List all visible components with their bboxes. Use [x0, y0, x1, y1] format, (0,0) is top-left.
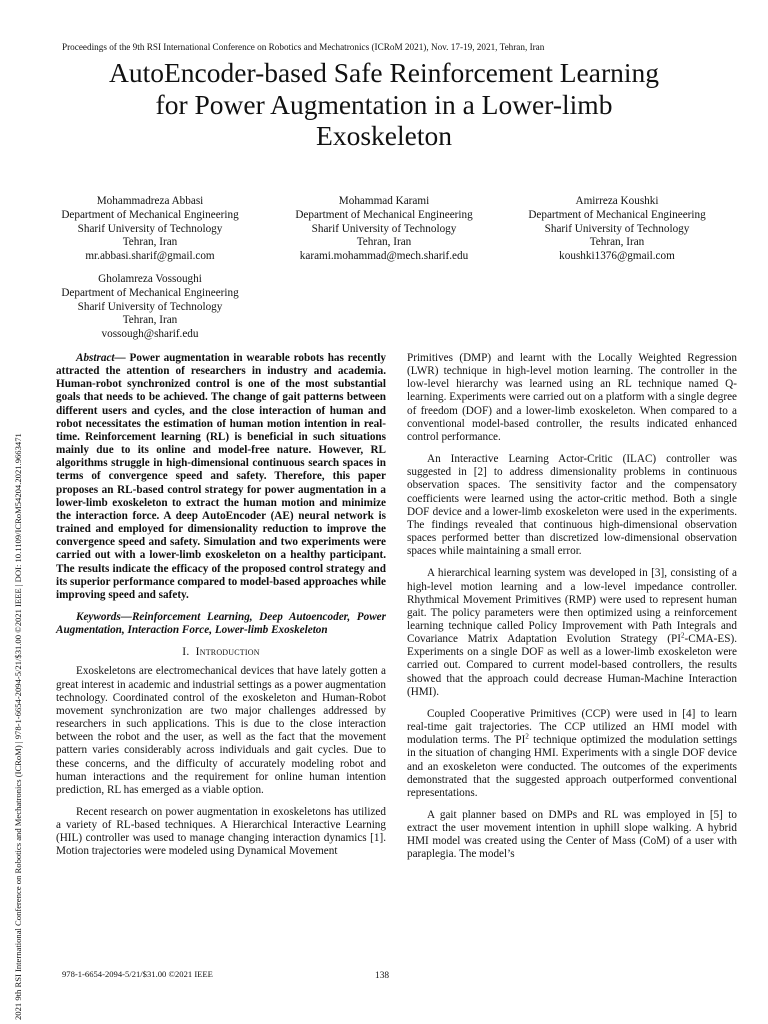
title-line: Exoskeleton — [316, 120, 452, 151]
doi-sidebar-text: 2021 9th RSI International Conference on Robotics and Mechatronics (ICRoM) | 978-1-6654-2094-5/21/$31.00 ©2021 IEEE | DOI: 10.1109/ICRoM54204.2021.9663471 — [13, 433, 23, 1020]
author-dept: Department of Mechanical Engineering — [295, 208, 473, 221]
keywords-text: Reinforcement Learning, Deep Autoencoder, Power Augmentation, Interaction Force, Lower-limb Exoskeleton — [56, 610, 386, 637]
keywords-label: Keywords— — [76, 610, 132, 623]
author-name: Amirreza Koushki — [575, 195, 659, 207]
author-block — [40, 195, 260, 264]
abstract-text: Power augmentation in wearable robots has recently attracted the attention of researchers in industry and academia. Human-robot synchronized control is one of the most substantial goals that needs to be achieved. The change of gait patterns between different users and cycles, and the close interaction of human and robot necessitates the estimation of human motion intention in real-time. Reinforcement learning (RL) is beneficial in such situations mainly due to its online and model-free nature. However, RL algorithms struggle in high-dimensional continuous search spaces in terms of convergence speed and safety. Therefore, this paper proposes an RL-based control strategy for power augmentation in a lower-limb exoskeleton to extract the human motion and minimize the interaction force. A deep AutoEncoder (AE) neural network is trained and employed for dimensionality reduction to improve the convergence speed and safety. Simulation and two experiments were carried out with a lower-limb exoskeleton on a healthy participant. The results indicate the efficacy of the proposed control strategy and its superior performance compared to model-based approaches while improving speed and safety. — [56, 352, 386, 601]
paragraph-text: Coupled Cooperative Primitives (CCP) were used in [4] to learn real-time gait trajectories. The CCP utilized an HMI model with modulation terms. The PI — [407, 707, 737, 747]
author-dept: Department of Mechanical Engineering — [61, 208, 239, 221]
superscript: 2 — [680, 631, 685, 640]
paragraph — [407, 567, 737, 699]
author-city: Tehran, Iran — [589, 236, 645, 249]
author-block — [272, 195, 496, 264]
author-univ: Sharif University of Technology — [77, 222, 223, 235]
paragraph: Exoskeletons are electromechanical devices that have lately gotten a great interest in academic and industrial settings as a power augmentation technology. Coordinated control of the exoskeleton and Human-Robot movement synchronization are two major challenges addressed by researchers in such applications. This is due to the close interaction between the robot and the user, as well as the fact that the movement pattern varies considerably across individuals and gait cycles. Due to these concerns, and the difficulty of accurately modeling robot and human interactions and the requirement for online human intention prediction, RL has emerged as a viable option. — [56, 665, 386, 796]
keywords — [56, 611, 386, 637]
paragraph — [407, 708, 737, 800]
author-block — [40, 273, 260, 342]
left-column — [56, 352, 386, 859]
author-univ: Sharif University of Technology — [77, 300, 223, 313]
author-block — [505, 195, 729, 264]
author-univ: Sharif University of Technology — [311, 222, 457, 235]
author-name: Mohammad Karami — [338, 195, 430, 207]
author-email: koushki1376@gmail.com — [559, 250, 675, 263]
paragraph-text: -CMA-ES). Experiments on a single DOF as well as a lower-limb exoskeleton were carried out. Compared to current model-based controllers, the results showed that the approach could decrease Human-Machine Interaction (HMI). — [407, 633, 737, 698]
proceedings-header: Proceedings of the 9th RSI International Conference on Robotics and Mechatronics (ICRoM 2021), Nov. 17-19, 2021, Tehran, Iran — [62, 42, 545, 52]
footer-copyright: 978-1-6654-2094-5/21/$31.00 ©2021 IEEE — [62, 969, 213, 979]
author-city: Tehran, Iran — [122, 236, 178, 249]
section-heading — [56, 645, 386, 658]
abstract — [56, 352, 386, 602]
right-column — [407, 352, 737, 862]
paper-title — [20, 57, 748, 152]
author-city: Tehran, Iran — [122, 314, 178, 327]
author-dept: Department of Mechanical Engineering — [61, 286, 239, 299]
section-number: I. — [182, 645, 190, 659]
title-line: for Power Augmentation in a Lower-limb — [155, 88, 613, 120]
author-email: karami.mohammad@mech.sharif.edu — [299, 250, 469, 263]
author-city: Tehran, Iran — [356, 236, 412, 249]
author-name: Gholamreza Vossoughi — [98, 273, 202, 285]
abstract-label: Abstract— — [76, 352, 126, 364]
author-email: vossough@sharif.edu — [101, 328, 199, 341]
paragraph: Recent research on power augmentation in exoskeletons has utilized a variety of RL-based techniques. A Hierarchical Interactive Learning (HIL) controller was used to manage changing interaction dynamics [1]. Motion trajectories were modeled using Dynamical Movement — [56, 806, 386, 858]
author-name: Mohammadreza Abbasi — [96, 195, 204, 207]
paragraph-text: technique optimized the modulation settings in the situation of changing HMI. Experiments with a single DOF device and an exoskeleton were conducted. The outcomes of the experiments demonstrated that the suggested approach outperformed conventional representations. — [407, 734, 737, 799]
section-title: Introduction — [195, 645, 260, 659]
paragraph: An Interactive Learning Actor-Critic (ILAC) controller was suggested in [2] to address dimensionality problems in continuous observation spaces. The sensitivity factor and the compensatory coefficients were learned using the actor-critic method. Both a single DOF device and a lower-limb exoskeleton were used in the experiments. The findings revealed that continuous high-dimensional observation spaces performed better than discretized low-dimensional observation spaces while maintaining a small error. — [407, 453, 737, 558]
author-dept: Department of Mechanical Engineering — [528, 208, 706, 221]
author-email: mr.abbasi.sharif@gmail.com — [85, 250, 215, 263]
paragraph: A gait planner based on DMPs and RL was employed in [5] to extract the user movement intention in uphill slope walking. A hybrid HMI model was created using the Center of Mass (CoM) of a user with paraplegia. The model’s — [407, 809, 737, 861]
paragraph-text: A hierarchical learning system was developed in [3], consisting of a high-level motion learning and a low-level impedance controller. Rhythmical Movement Primitives (RMP) were used to represent human gait. The policy parameters were then optimized using a reinforcement learning technique called Policy Improvement with Path Integrals and Covariance Matrix Adaptation Evolution Strategy (PI — [407, 567, 737, 646]
title-line: AutoEncoder-based Safe Reinforcement Learning — [109, 57, 659, 88]
author-univ: Sharif University of Technology — [544, 222, 690, 235]
superscript: 2 — [525, 732, 529, 741]
paragraph: Primitives (DMP) and learnt with the Locally Weighted Regression (LWR) technique in high-level motion learning. The controller in the low-level hierarchy was learned using an RL technique named Q-learning. Experiments were carried out on a platform with a single degree of freedom (DOF) and a lower-limb exoskeleton. When compared to a conventional model-based controller, the results indicated enhanced control performance. — [407, 352, 737, 443]
page-number: 138 — [375, 971, 390, 981]
